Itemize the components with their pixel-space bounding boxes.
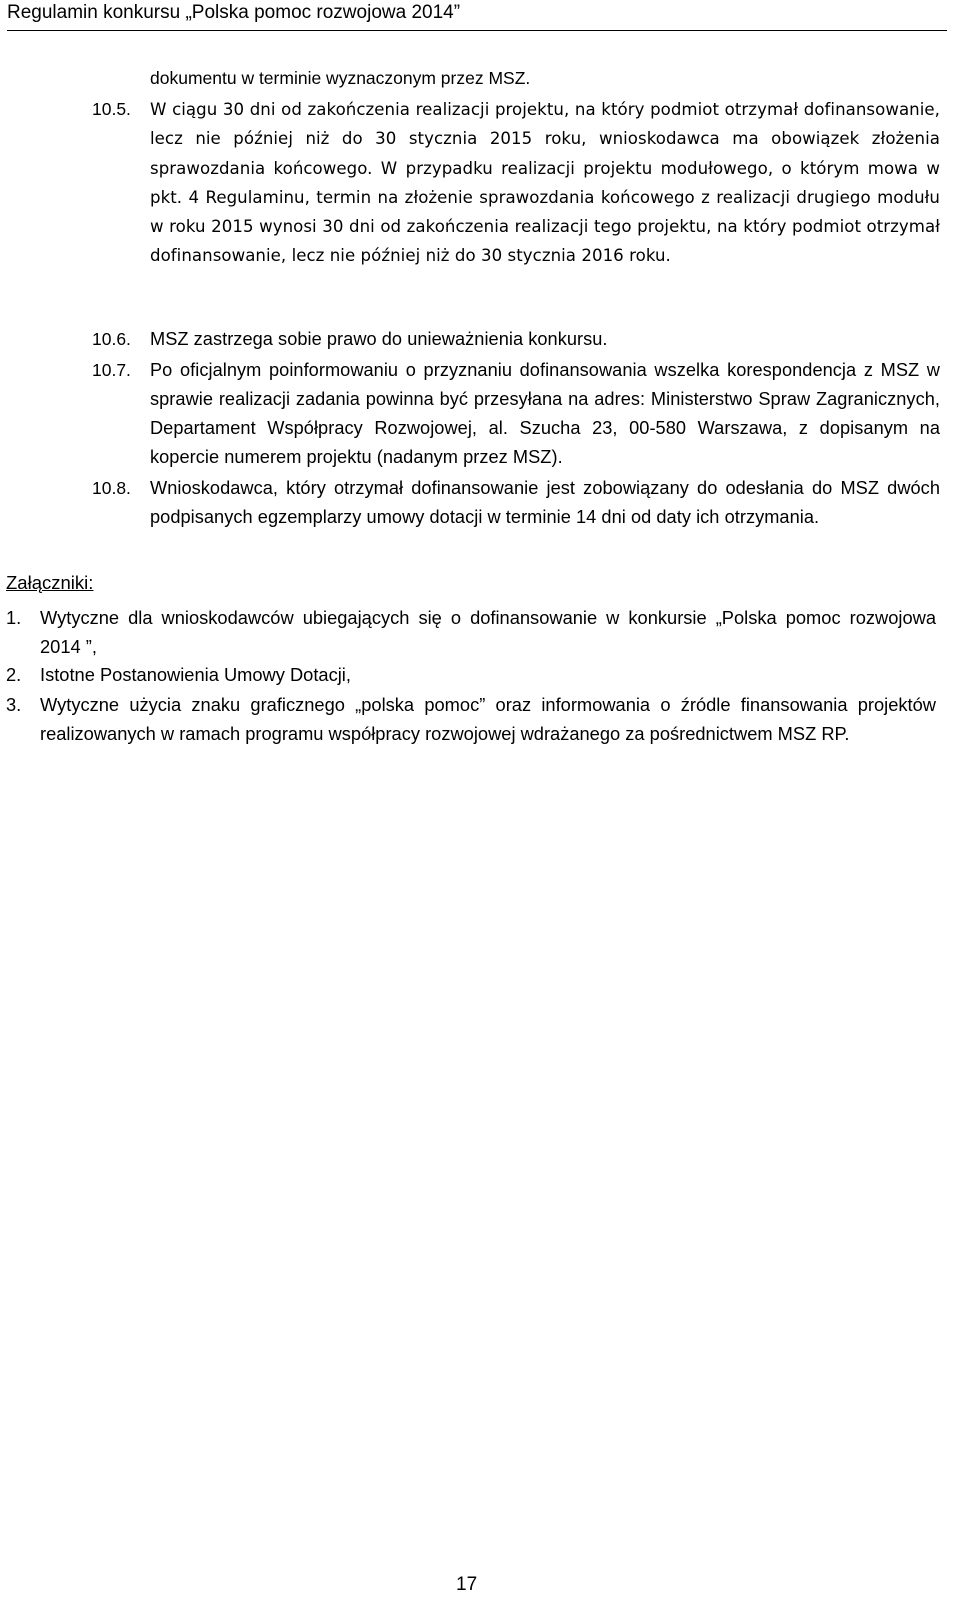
continuation-text: dokumentu w terminie wyznaczonym przez MSZ. — [150, 68, 531, 88]
section-item-10-7 — [92, 356, 959, 472]
attachment-number: 1. — [6, 607, 22, 628]
attachment-text: Wytyczne użycia znaku graficznego „polska pomoc” oraz informowania o źródle finansowania projektów realizowanych w ramach programu współpracy rozwojowej wdrażanego za pośrednictwem MSZ RP. — [40, 694, 936, 744]
item-text: W ciągu 30 dni od zakończenia realizacji projektu, na który podmiot otrzymał dofinansowanie, lecz nie później niż do 30 stycznia 2015 roku, wnioskodawca ma obowiązek złożenia sprawozdania końcowego. W przypadku realizacji projektu modułowego, o którym mowa w pkt. 4 Regulaminu, termin na złożenie sprawozdania końcowego z realizacji drugiego modułu w roku 2015 wynosi 30 dni od zakończenia realizacji tego projektu, na który podmiot otrzymał dofinansowanie, lecz nie później niż do 30 stycznia 2016 roku. — [150, 100, 940, 266]
attachment-item-3 — [6, 690, 936, 748]
section-item-10-6 — [92, 325, 959, 354]
attachment-number: 3. — [6, 694, 22, 715]
item-number: 10.5. — [92, 99, 131, 119]
attachment-text: Istotne Postanowienia Umowy Dotacji, — [40, 664, 351, 685]
section-item-10-5 — [92, 95, 959, 271]
attachment-number: 2. — [6, 664, 22, 685]
page-number: 17 — [456, 1574, 478, 1595]
attachment-text: Wytyczne dla wnioskodawców ubiegających się o dofinansowanie w konkursie „Polska pomoc rozwojowa 2014 ”, — [40, 607, 936, 657]
header-title: Regulamin konkursu „Polska pomoc rozwojowa 2014” — [7, 2, 461, 23]
attachment-item-2 — [6, 660, 936, 689]
item-text: MSZ zastrzega sobie prawo do unieważnienia konkursu. — [150, 329, 608, 349]
item-text: Po oficjalnym poinformowaniu o przyznaniu dofinansowania wszelka korespondencja z MSZ w sprawie realizacji zadania powinna być przesyłana na adres: Ministerstwo Spraw Zagranicznych, Departament Współpracy Rozwojowej, al. Szucha 23, 00-580 Warszawa, z dopisanym na kopercie numerem projektu (nadanym przez MSZ). — [150, 360, 940, 467]
page-header — [7, 0, 947, 31]
attachments-heading: Załączniki: — [6, 572, 94, 593]
attachment-item-1 — [6, 603, 936, 661]
item-number: 10.8. — [92, 478, 131, 498]
item-text: Wnioskodawca, który otrzymał dofinansowanie jest zobowiązany do odesłania do MSZ dwóch podpisanych egzemplarzy umowy dotacji w terminie 14 dni od daty ich otrzymania. — [150, 478, 940, 527]
section-item-10-8 — [92, 474, 959, 532]
item-number: 10.6. — [92, 329, 131, 349]
item-number: 10.7. — [92, 360, 131, 380]
